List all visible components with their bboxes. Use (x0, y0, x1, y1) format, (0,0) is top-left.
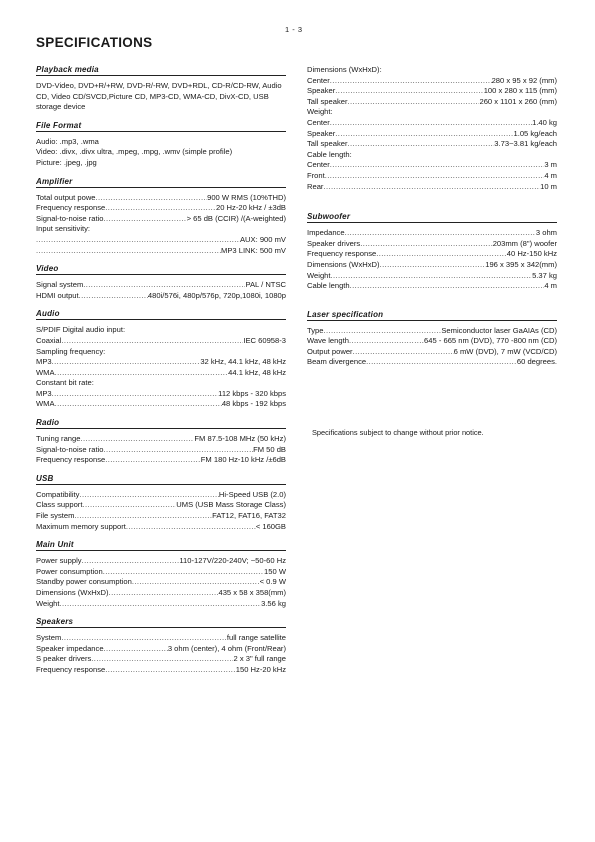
spec-subheading: Input sensitivity: (36, 224, 91, 234)
spec-row (307, 357, 557, 368)
spec-row (307, 326, 557, 337)
right-column (307, 65, 557, 368)
spec-label: WMA (36, 367, 55, 377)
spec-row (36, 588, 286, 599)
spec-label: Dimensions (WxHxD) (307, 259, 380, 269)
spec-subheading: S/PDIF Digital audio input: (36, 325, 126, 335)
spec-value: AUX: 900 mV (239, 234, 286, 244)
spec-value: 3 ohm (center), 4 ohm (Front/Rear) (167, 643, 286, 653)
spec-value: 280 x 95 x 92 (mm) (491, 75, 557, 85)
spec-label: Type (307, 325, 324, 335)
spec-row (36, 500, 286, 511)
spec-value: 1.40 kg (532, 117, 557, 127)
section-heading: Laser specification (307, 310, 557, 321)
section-laser-specification (307, 310, 557, 368)
spec-row (36, 455, 286, 466)
section-audio (36, 309, 286, 410)
spec-value: < 0.9 W (259, 577, 286, 587)
spec-subheading: Sampling frequency: (36, 346, 106, 356)
playback-media-text: DVD-Video, DVD+R/+RW, DVD-R/-RW, DVD+RDL, CD-R/CD-RW, Audio CD, Video CD/SVCD,Picture CD, MP3-CD, WMA-CD, DivX-CD, USB storage device (36, 81, 282, 112)
spec-label: Signal-to-noise ratio (36, 213, 104, 223)
spec-row (36, 246, 286, 257)
spec-row (307, 281, 557, 292)
spec-value: IEC 60958-3 (243, 335, 286, 345)
spec-value: UMS (USB Mass Storage Class) (176, 500, 286, 510)
spec-value: 44.1 kHz, 48 kHz (228, 367, 286, 377)
spec-label: System (36, 633, 62, 643)
section-heading: Radio (36, 418, 286, 429)
spec-row (36, 434, 286, 445)
spec-value: 1.05 kg/each (513, 128, 557, 138)
spec-value: 112 kbps - 320 kbps (218, 388, 286, 398)
spec-value: Hi-Speed USB (2.0) (218, 489, 286, 499)
spec-row (36, 445, 286, 456)
spec-value: 2 x 3" full range (233, 654, 286, 664)
spec-label: Speaker (307, 86, 336, 96)
spec-label: Frequency response (36, 455, 106, 465)
spec-label: Speaker impedance (36, 643, 104, 653)
spec-value: 3 ohm (535, 228, 557, 238)
spec-label: Maximum memory support (36, 521, 126, 531)
spec-label: Center (307, 75, 330, 85)
spec-row (307, 347, 557, 358)
section-speakers (36, 617, 286, 675)
spec-row (307, 118, 557, 129)
spec-row (36, 399, 286, 410)
spec-label: Center (307, 117, 330, 127)
spec-row (36, 336, 286, 347)
disclaimer-note: Specifications subject to change without prior notice. (312, 428, 484, 437)
spec-value: 4 m (544, 170, 557, 180)
spec-value: 10 m (540, 181, 557, 191)
section-playback-media (36, 65, 286, 113)
spec-row (36, 654, 286, 665)
spec-subheading: Weight: (307, 107, 333, 117)
spec-row (36, 193, 286, 204)
spec-row (36, 291, 286, 302)
spec-label: Total output powe (36, 192, 96, 202)
spec-row (307, 260, 557, 271)
spec-row (36, 644, 286, 655)
spec-line: Video: .divx, .divx ultra, .mpeg, .mpg, .wmv (simple profile) (36, 147, 233, 157)
spec-row (307, 239, 557, 250)
spec-label: Signal-to-noise ratio (36, 444, 104, 454)
spec-label: Weight (36, 598, 60, 608)
spec-row (36, 599, 286, 610)
spec-label: S peaker drivers (36, 654, 92, 664)
spec-value: Semiconductor laser GaAIAs (CD) (441, 325, 557, 335)
spec-value: 150 W (264, 566, 286, 576)
spec-value: 196 x 395 x 342(mm) (485, 259, 557, 269)
spec-label: Front (307, 170, 325, 180)
spec-label: HDMI output (36, 290, 79, 300)
spec-row (307, 86, 557, 97)
spec-value: 3.73~3.81 kg/each (494, 139, 557, 149)
spec-row (307, 139, 557, 150)
spec-label: Power consumption (36, 566, 103, 576)
page-title: SPECIFICATIONS (36, 35, 153, 50)
spec-value: MP3 LINK: 500 mV (221, 245, 286, 255)
spec-label: MP3 (36, 388, 52, 398)
spec-row (307, 171, 557, 182)
spec-value: 435 x 58 x 358(mm) (218, 588, 286, 597)
spec-value: 150 Hz-20 kHz (235, 664, 286, 674)
spec-label: Beam divergence (307, 357, 367, 367)
section-heading: Audio (36, 309, 286, 320)
spec-row (36, 490, 286, 501)
spec-value: 40 Hz-150 kHz (506, 249, 557, 259)
section-heading: Video (36, 264, 286, 275)
spec-value: FM 87.5-108 MHz (50 kHz) (194, 434, 286, 444)
spec-label: Weight (307, 270, 331, 280)
spec-row (307, 160, 557, 171)
spec-value: 203mm (8") woofer (492, 238, 557, 248)
spec-label: Center (307, 160, 330, 170)
spec-value: 6 mW (DVD), 7 mW (VCD/CD) (453, 346, 557, 356)
section-amplifier (36, 177, 286, 257)
spec-label: Power supply (36, 556, 82, 566)
spec-label: Speaker drivers (307, 238, 361, 248)
section-usb (36, 474, 286, 532)
spec-value: 32 kHz, 44.1 kHz, 48 kHz (200, 357, 286, 367)
spec-label: Class support (36, 500, 83, 510)
spec-label: Output power (307, 346, 353, 356)
spec-label: Cable length (307, 281, 350, 291)
spec-label: WMA (36, 399, 55, 409)
page-number: 1 - 3 (285, 25, 303, 34)
spec-value: < 160GB (255, 521, 286, 531)
section-heading: File Format (36, 121, 286, 132)
spec-value: 60 degrees. (516, 357, 557, 367)
spec-label: Tuning range (36, 434, 81, 444)
spec-line: Audio: .mp3, .wma (36, 136, 99, 146)
spec-subheading: Constant bit rate: (36, 378, 94, 388)
section-video (36, 264, 286, 301)
spec-value: 20 Hz-20 kHz / ±3dB (215, 203, 286, 213)
spec-value: 4 m (544, 281, 557, 291)
section-subwoofer (307, 212, 557, 292)
spec-value: FM 50 dB (253, 444, 286, 454)
spec-row (307, 129, 557, 140)
spec-subheading: Dimensions (WxHxD): (307, 65, 382, 74)
spec-row (307, 271, 557, 282)
spec-value: 110-127V/220-240V; ~50-60 Hz (179, 556, 286, 566)
spec-label: Wave length (307, 336, 349, 346)
spec-row (36, 665, 286, 676)
spec-line: Picture: .jpeg, .jpg (36, 157, 97, 167)
spec-value: 3.56 kg (261, 598, 286, 608)
spec-value: FM 180 Hz-10 kHz /±6dB (200, 455, 286, 465)
spec-value: full range satellite (226, 633, 286, 643)
section-file-format (36, 121, 286, 169)
spec-row (36, 357, 286, 368)
spec-label: Tall speaker (307, 139, 348, 149)
spec-value: 48 kbps - 192 kbps (221, 399, 286, 409)
spec-row (36, 235, 286, 246)
spec-value: > 65 dB (CCIR) /(A-weighted) (186, 213, 286, 223)
spec-row (307, 76, 557, 87)
spec-row (307, 228, 557, 239)
spec-label: Rear (307, 181, 324, 191)
spec-row (36, 567, 286, 578)
spec-row (307, 97, 557, 108)
section-radio (36, 418, 286, 466)
spec-label: MP3 (36, 357, 52, 367)
spec-label: Coaxial (36, 335, 62, 345)
spec-row (36, 203, 286, 214)
spec-value: 100 x 280 x 115 (mm) (483, 86, 557, 96)
spec-label: Impedance (307, 228, 345, 238)
spec-row (36, 389, 286, 400)
section-heading: Playback media (36, 65, 286, 76)
spec-value: PAL / NTSC (245, 280, 286, 290)
spec-label: Frequency response (36, 664, 106, 674)
spec-value: 3 m (544, 160, 557, 170)
spec-label: Speaker (307, 128, 336, 138)
spec-row (36, 214, 286, 225)
spec-value: 900 W RMS (10%THD) (207, 192, 286, 202)
spec-label: Frequency response (307, 249, 377, 259)
section-main-unit (36, 540, 286, 609)
section-heading: Amplifier (36, 177, 286, 188)
spec-value: 5.37 kg (532, 270, 557, 280)
spec-label: Tall speaker (307, 96, 348, 106)
spec-label: File system (36, 511, 75, 521)
left-column (36, 65, 286, 676)
section-heading: Main Unit (36, 540, 286, 551)
spec-value: 480i/576i, 480p/576p, 720p,1080i, 1080p (147, 290, 286, 300)
spec-value: FAT12, FAT16, FAT32 (212, 511, 286, 521)
spec-row (307, 336, 557, 347)
spec-label: Frequency response (36, 203, 106, 213)
spec-row (307, 249, 557, 260)
section-heading: Speakers (36, 617, 286, 628)
spec-row (307, 182, 557, 193)
spec-value: 645 - 665 nm (DVD), 770 -800 nm (CD) (424, 336, 557, 346)
spec-row (36, 280, 286, 291)
section-speakers-continued (307, 65, 557, 192)
spec-row (36, 556, 286, 567)
spec-row (36, 511, 286, 522)
spec-row (36, 633, 286, 644)
spec-row (36, 522, 286, 533)
spec-subheading: Cable length: (307, 149, 352, 159)
spec-label: Signal system (36, 280, 84, 290)
spec-label: Standby power consumption (36, 577, 132, 587)
section-heading: USB (36, 474, 286, 485)
spec-label: Dimensions (WxHxD) (36, 588, 109, 597)
section-heading: Subwoofer (307, 212, 557, 223)
spec-value: 260 x 1101 x 260 (mm) (479, 96, 557, 106)
spec-row (36, 368, 286, 379)
spec-row (36, 577, 286, 588)
spec-label: Compatibility (36, 489, 80, 499)
